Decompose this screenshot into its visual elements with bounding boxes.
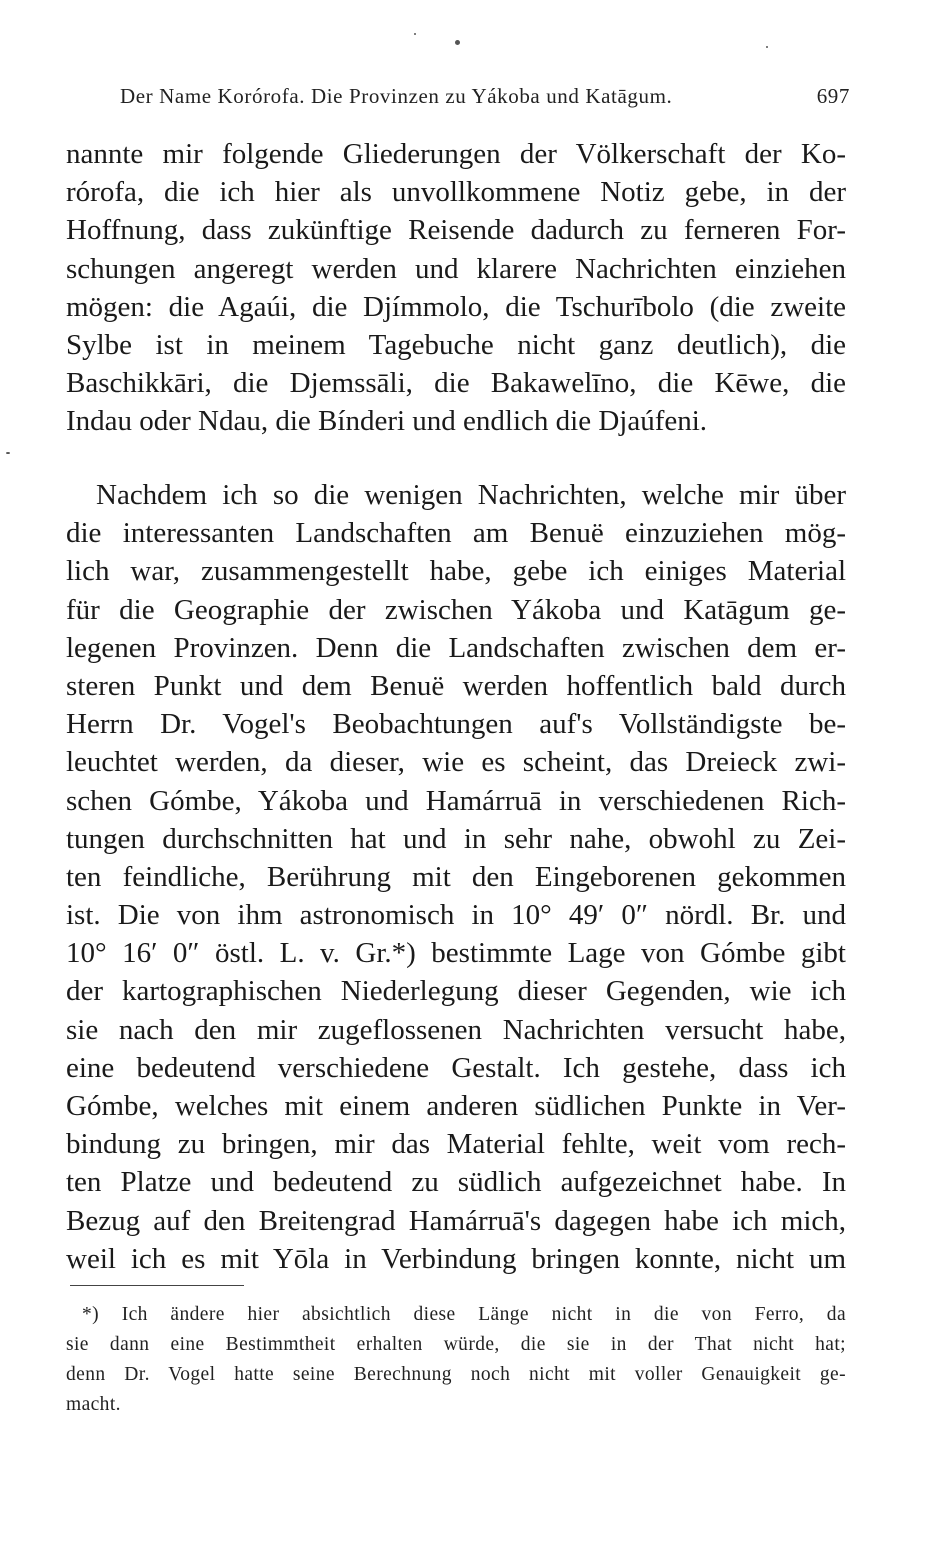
print-speck bbox=[6, 452, 10, 454]
text-line: schen Gómbe, Yákoba und Hamárruā in verschiedenen Rich- bbox=[66, 784, 846, 817]
text-line: Baschikkāri, die Djemssāli, die Bakawelīno, die Kēwe, die bbox=[66, 367, 846, 400]
footnote-divider bbox=[70, 1285, 244, 1286]
print-speck bbox=[414, 33, 416, 35]
text-line: schungen angeregt werden und klarere Nachrichten einziehen bbox=[66, 252, 846, 285]
text-line: Sylbe ist in meinem Tagebuche nicht ganz deutlich), die bbox=[66, 328, 846, 361]
footnote-line: denn Dr. Vogel hatte seine Berechnung noch nicht mit voller Genauigkeit ge- bbox=[66, 1364, 846, 1385]
text-line: weil ich es mit Yōla in Verbindung bringen konnte, nicht um bbox=[66, 1242, 846, 1275]
text-line: lich war, zusammengestellt habe, gebe ich einiges Material bbox=[66, 555, 846, 588]
footnote bbox=[66, 1300, 846, 1420]
text-line: eine bedeutend verschiedene Gestalt. Ich gestehe, dass ich bbox=[66, 1051, 846, 1084]
running-title: Der Name Korórofa. Die Provinzen zu Yákoba und Katāgum. bbox=[120, 84, 673, 108]
text-line: leuchtet werden, da dieser, wie es scheint, das Dreieck zwi- bbox=[66, 746, 846, 779]
text-line: bindung zu bringen, mir das Material fehlte, weit vom rech- bbox=[66, 1128, 846, 1161]
footnote-line: macht. bbox=[66, 1394, 121, 1415]
text-line: 10° 16′ 0″ östl. L. v. Gr.*) bestimmte Lage von Gómbe gibt bbox=[66, 937, 846, 970]
text-line: Gómbe, welches mit einem anderen südlichen Punkte in Ver- bbox=[66, 1090, 846, 1122]
text-line: nannte mir folgende Gliederungen der Völkerschaft der Ko- bbox=[66, 138, 846, 170]
text-line: legenen Provinzen. Denn die Landschaften zwischen dem er- bbox=[66, 631, 846, 664]
text-line: tungen durchschnitten hat und in sehr nahe, obwohl zu Zei- bbox=[66, 822, 846, 855]
text-line: Indau oder Ndau, die Bínderi und endlich die Djaúfeni. bbox=[66, 405, 708, 438]
text-line: mögen: die Agaúi, die Djímmolo, die Tschurībolo (die zweite bbox=[66, 290, 846, 323]
text-line: der kartographischen Niederlegung dieser Gegenden, wie ich bbox=[66, 975, 846, 1008]
footnote-line: sie dann eine Bestimmtheit erhalten würde, die sie in der That nicht hat; bbox=[66, 1334, 846, 1355]
text-line: Bezug auf den Breitengrad Hamárruā's dagegen habe ich mich, bbox=[66, 1204, 846, 1237]
text-line: ten Platze und bedeutend zu südlich aufgezeichnet habe. In bbox=[66, 1166, 846, 1199]
text-line: ten feindliche, Berührung mit den Eingeborenen gekommen bbox=[66, 860, 846, 893]
text-line: die interessanten Landschaften am Benuë einzuziehen mög- bbox=[66, 517, 846, 550]
text-line: Hoffnung, dass zukünftige Reisende dadurch zu ferneren For- bbox=[66, 214, 846, 247]
print-speck bbox=[766, 46, 768, 48]
text-line: Nachdem ich so die wenigen Nachrichten, welche mir über bbox=[96, 479, 846, 511]
print-speck bbox=[455, 40, 460, 45]
text-line: ist. Die von ihm astronomisch in 10° 49′ 0″ nördl. Br. und bbox=[66, 899, 846, 932]
page-number: 697 bbox=[816, 84, 850, 108]
text-line: rórofa, die ich hier als unvollkommene Notiz gebe, in der bbox=[66, 176, 846, 209]
footnote-line: *) Ich ändere hier absichtlich diese Länge nicht in die von Ferro, da bbox=[82, 1304, 846, 1325]
text-line: steren Punkt und dem Benuë werden hoffentlich bald durch bbox=[66, 669, 846, 702]
text-line: für die Geographie der zwischen Yákoba und Katāgum ge- bbox=[66, 593, 846, 626]
paragraph-1 bbox=[66, 135, 846, 441]
text-line: Herrn Dr. Vogel's Beobachtungen auf's Vollständigste be- bbox=[66, 708, 846, 741]
paragraph-2 bbox=[66, 476, 846, 1278]
text-line: sie nach den mir zugeflossenen Nachrichten versucht habe, bbox=[66, 1013, 846, 1046]
